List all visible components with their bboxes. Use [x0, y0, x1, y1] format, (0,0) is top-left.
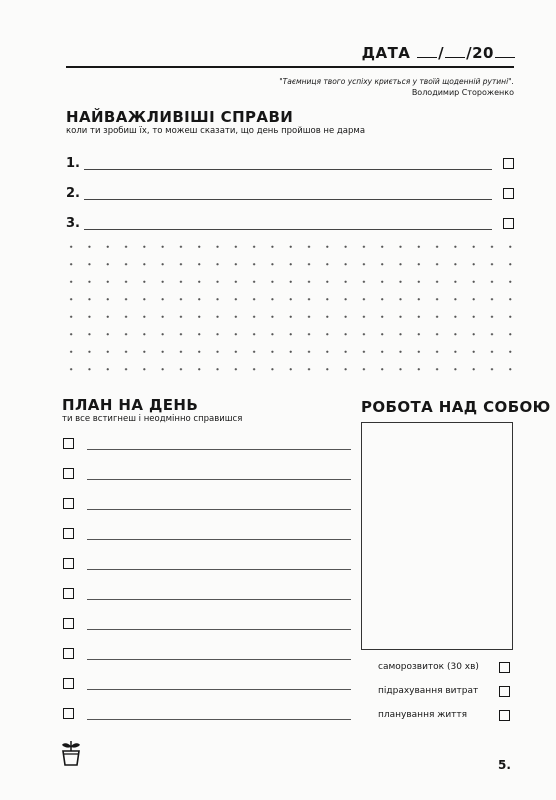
checkbox[interactable]	[63, 618, 74, 629]
header-rule	[66, 66, 514, 68]
checkbox[interactable]	[63, 528, 74, 539]
write-line[interactable]	[84, 229, 492, 230]
plan-row[interactable]	[63, 498, 351, 512]
write-line[interactable]	[84, 199, 492, 200]
write-line[interactable]	[87, 689, 351, 690]
priority-number: 3.	[66, 216, 80, 231]
checkbox[interactable]	[503, 218, 514, 229]
plan-row[interactable]	[63, 528, 351, 542]
self-check-row[interactable]	[378, 686, 510, 700]
checkbox[interactable]	[63, 648, 74, 659]
checkbox[interactable]	[499, 686, 510, 697]
write-line[interactable]	[87, 539, 351, 540]
self-check-row[interactable]	[378, 710, 510, 724]
checkbox[interactable]	[63, 588, 74, 599]
self-check-row[interactable]	[378, 662, 510, 676]
self-work-box[interactable]	[361, 422, 513, 650]
date-label: ДАТА	[361, 44, 411, 62]
check-label: саморозвиток (30 хв)	[378, 662, 479, 672]
checkbox[interactable]	[63, 708, 74, 719]
plan-row[interactable]	[63, 618, 351, 632]
write-line[interactable]	[87, 449, 351, 450]
quote-author: Володимир Стороженко	[411, 88, 514, 97]
plan-row[interactable]	[63, 678, 351, 692]
write-line[interactable]	[87, 599, 351, 600]
day-blank[interactable]	[417, 57, 437, 58]
plan-row[interactable]	[63, 588, 351, 602]
year-blank[interactable]	[495, 57, 515, 58]
write-line[interactable]	[87, 509, 351, 510]
quote-block	[279, 76, 514, 98]
priority-number: 2.	[66, 186, 80, 201]
month-blank[interactable]	[445, 57, 465, 58]
date-separator: /	[438, 44, 445, 62]
plan-row[interactable]	[63, 648, 351, 662]
checkbox[interactable]	[499, 710, 510, 721]
checkbox[interactable]	[503, 158, 514, 169]
priority-row-2[interactable]	[66, 186, 514, 202]
priorities-title: НАЙВАЖЛИВІШІ СПРАВИ	[66, 108, 294, 126]
write-line[interactable]	[87, 569, 351, 570]
checkbox[interactable]	[63, 678, 74, 689]
priority-row-1[interactable]	[66, 156, 514, 172]
year-prefix: /20	[466, 44, 494, 62]
check-label: підрахування витрат	[378, 686, 479, 696]
date-field	[362, 44, 516, 62]
priorities-subtitle: коли ти зробиш їх, то можеш сказати, що день пройшов не дарма	[66, 126, 366, 136]
write-line[interactable]	[87, 659, 351, 660]
checkbox[interactable]	[503, 188, 514, 199]
plan-row[interactable]	[63, 438, 351, 452]
plan-subtitle: ти все встигнеш і неодмінно справишся	[62, 414, 243, 424]
checkbox[interactable]	[63, 558, 74, 569]
priority-number: 1.	[66, 156, 80, 171]
write-line[interactable]	[87, 479, 351, 480]
dot-grid[interactable]	[62, 238, 518, 378]
checkbox[interactable]	[63, 468, 74, 479]
priority-row-3[interactable]	[66, 216, 514, 232]
checkbox[interactable]	[63, 438, 74, 449]
plan-title: ПЛАН НА ДЕНЬ	[62, 396, 199, 414]
check-label: планування життя	[378, 710, 468, 720]
page-number: 5.	[498, 758, 511, 772]
write-line[interactable]	[87, 719, 351, 720]
plan-row[interactable]	[63, 708, 351, 722]
write-line[interactable]	[87, 629, 351, 630]
write-line[interactable]	[84, 169, 492, 170]
checkbox[interactable]	[63, 498, 74, 509]
self-work-title: РОБОТА НАД СОБОЮ	[361, 398, 551, 416]
checkbox[interactable]	[499, 662, 510, 673]
plan-row[interactable]	[63, 558, 351, 572]
plant-pot-icon	[60, 738, 82, 770]
plan-row[interactable]	[63, 468, 351, 482]
quote-text: "Таємниця твого успіху криється у твоїй щоденній рутині".	[279, 77, 514, 86]
